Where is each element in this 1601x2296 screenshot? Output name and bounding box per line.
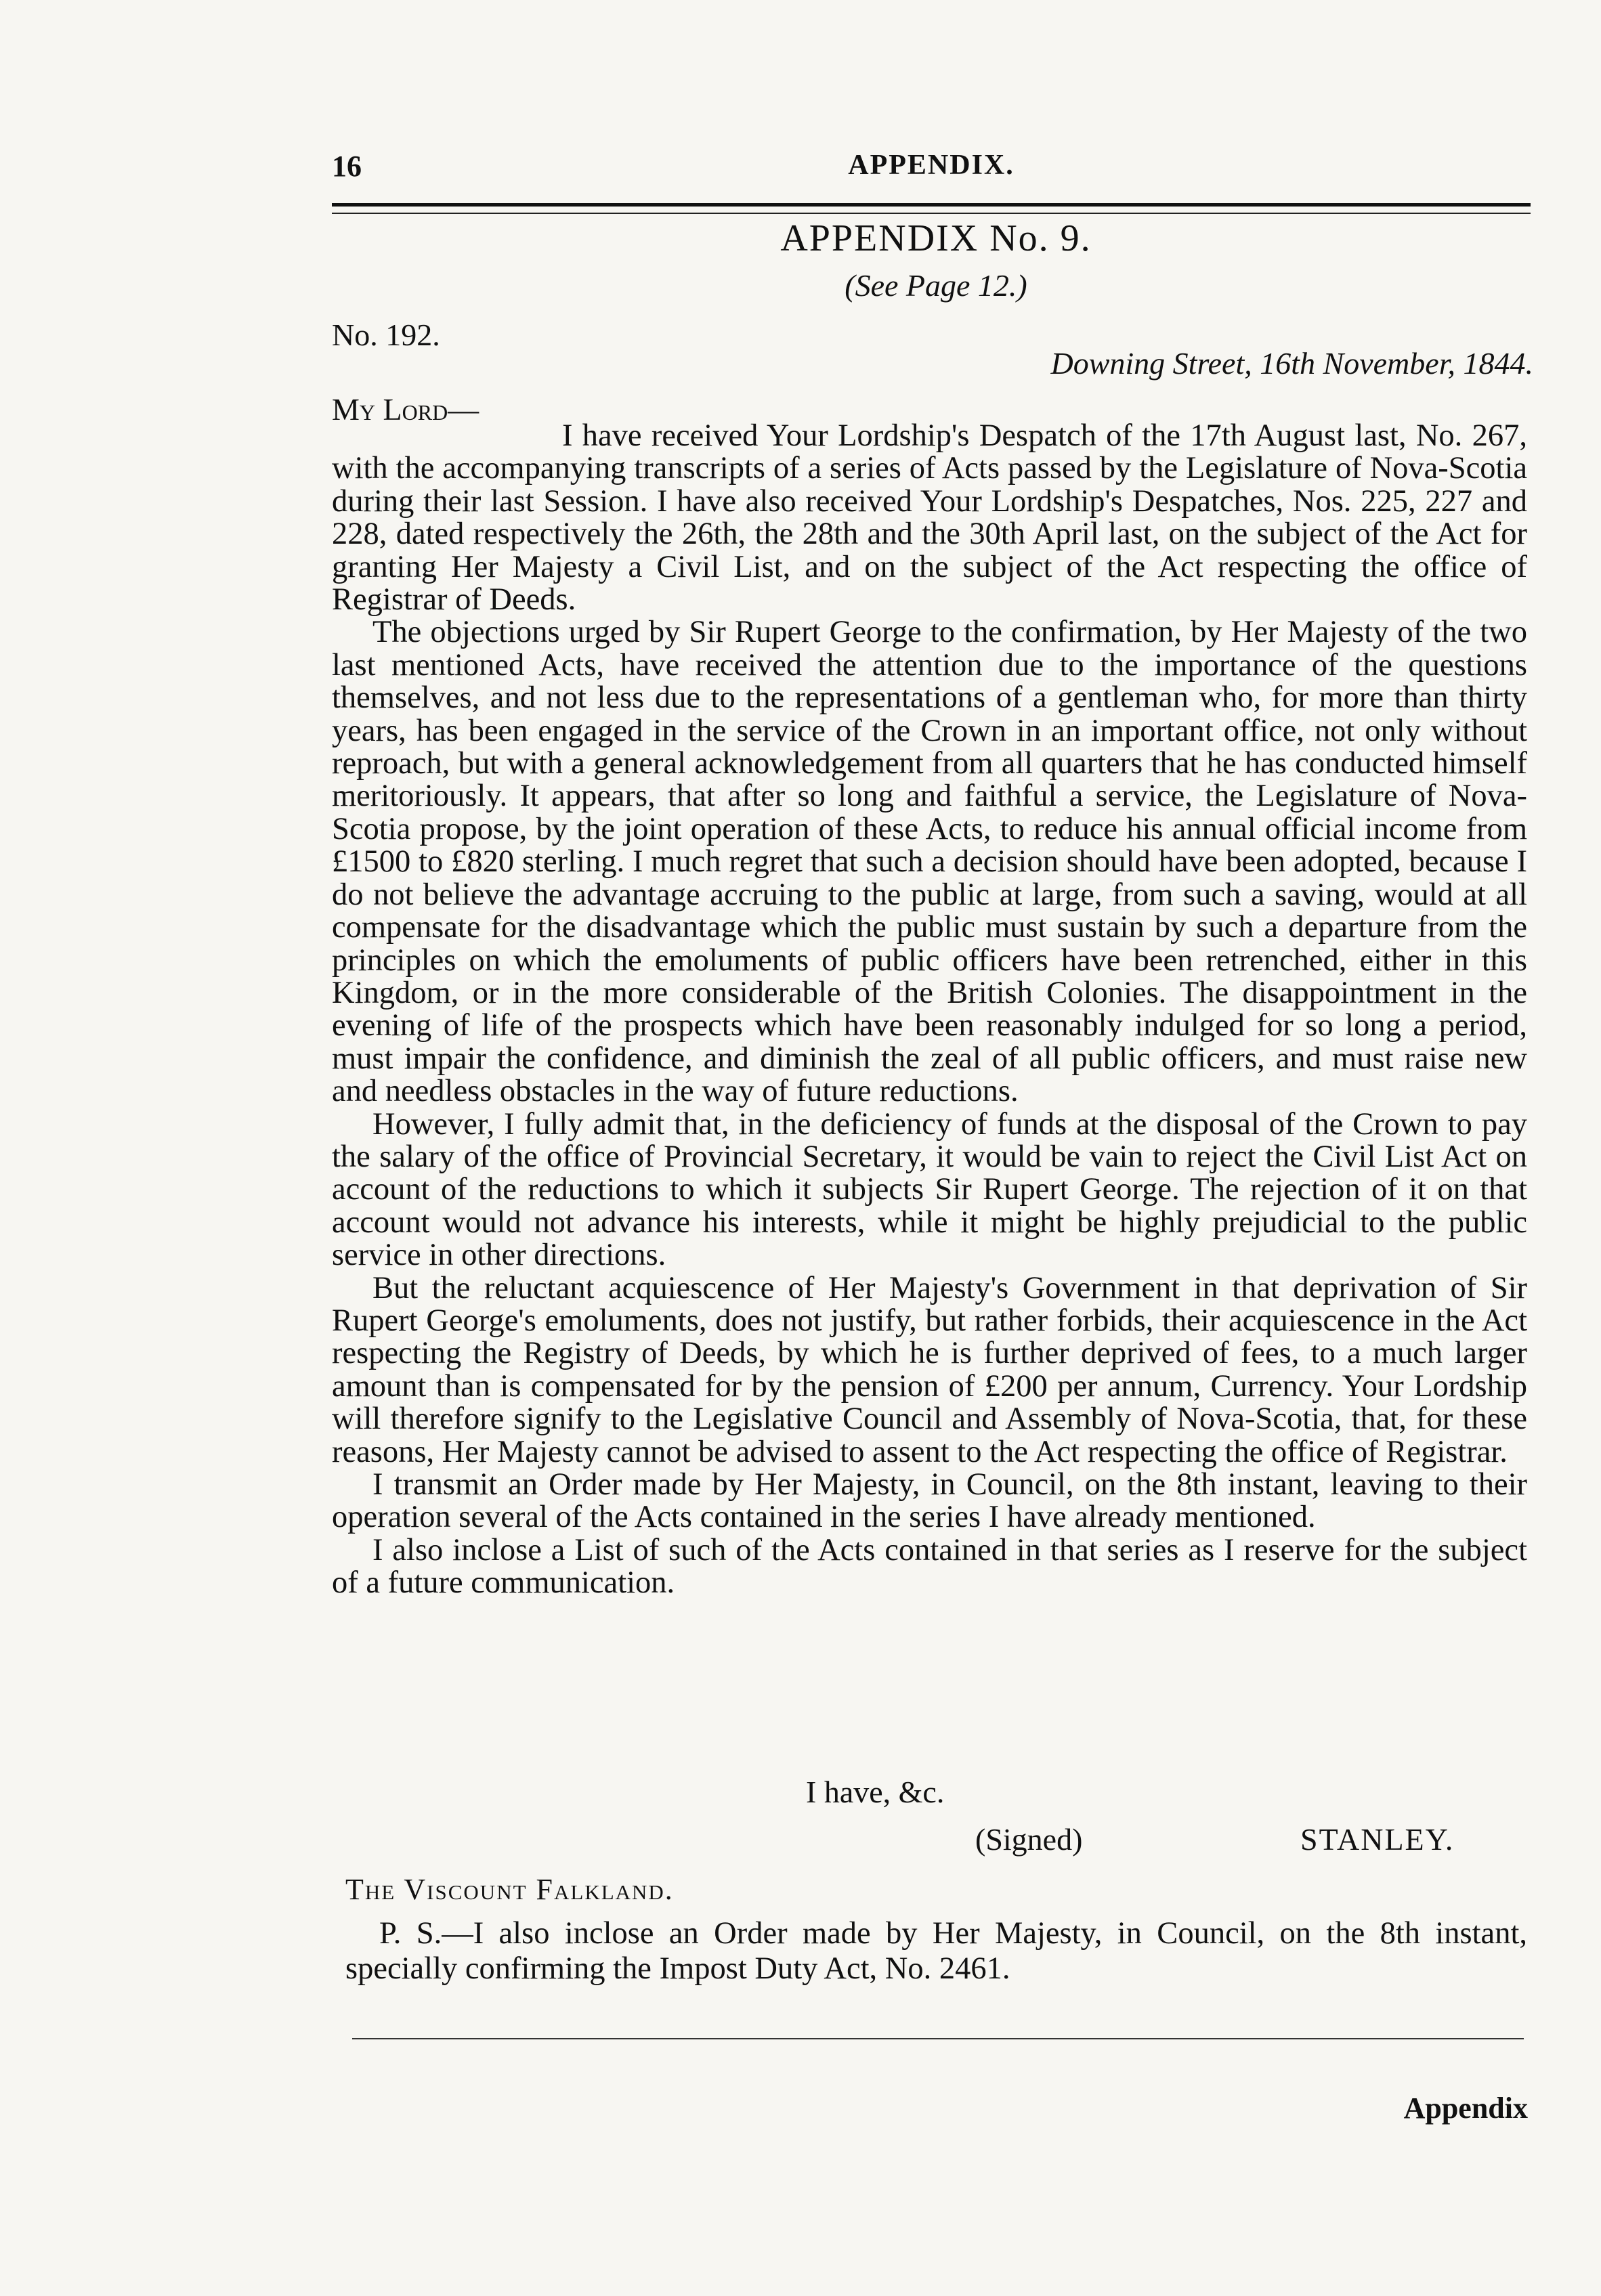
body-paragraph: The objections urged by Sir Rupert George to the confirmation, by Her Majesty of the two last mentioned Acts, have received the attention due to the importance of the questions themselves, and not less due to the representations of a gentleman who, for more than thirty years, has been engaged in the service of the Crown in an important office, not only without reproach, but with a general acknowledgement from all quarters that he has conducted himself meritoriously. It appears, that after so long and faithful a service, the Legislature of Nova-Scotia propose, by the joint operation of these Acts, to reduce his annual official income from £1500 to £820 sterling. I much regret that such a decision should have been adopted, because I do not believe the advantage accruing to the public at large, from such a saving, would at all compensate for the disadvantage which the public must sustain by such a departure from the principles on which the emoluments of public officers have been retrenched, either in this Kingdom, or in the more considerable of the British Colonies. The disappointment in the evening of life of the prospects which have been reasonably indulged for so long a period, must impair the confidence, and diminish the zeal of all public officers, and must raise new and needless obstacles in the way of future reductions. — [332, 615, 1527, 1109]
body-paragraph: I transmit an Order made by Her Majesty, in Council, on the 8th instant, leaving to their operation several of the Acts contained in the series I have already mentioned. — [332, 1467, 1527, 1535]
letter-body — [332, 420, 1527, 1600]
despatch-number: No. 192. — [332, 318, 440, 352]
closing: I have, &c. — [806, 1775, 945, 1809]
postscript — [345, 1916, 1527, 1987]
appendix-title: APPENDIX No. 9. — [780, 217, 1092, 259]
salutation: My Lord— — [332, 392, 479, 427]
page-number: 16 — [332, 150, 362, 183]
running-head: APPENDIX. — [848, 150, 1015, 181]
page-header — [332, 149, 1531, 196]
body-paragraph: I also inclose a List of such of the Acts contained in that series as I reserve for the subject of a future communication. — [332, 1532, 1527, 1601]
dateline: Downing Street, 16th November, 1844. — [1050, 346, 1533, 381]
signer-name: STANLEY. — [1300, 1822, 1455, 1857]
appendix-reference: (See Page 12.) — [845, 268, 1027, 303]
catchword: Appendix — [1403, 2092, 1528, 2125]
header-rule-thick — [332, 203, 1531, 207]
addressee: The Viscount Falkland. — [345, 1873, 674, 1906]
body-paragraph: I have received Your Lordship's Despatch of the 17th August last, No. 267, with the accompanying transcripts of a series of Acts passed by the Legislature of Nova-Scotia during their last Session. I have also received Your Lordship's Despatches, Nos. 225, 227 and 228, dated respectively the 26th, the 28th and the 30th April last, on the subject of the Act for granting Her Majesty a Civil List, and on the subject of the Act respecting the office of Registrar of Deeds. — [332, 418, 1527, 618]
postscript-text: P. S.—I also inclose an Order made by Her Majesty, in Council, on the 8th instant, specially confirming the Impost Duty Act, No. 2461. — [345, 1916, 1527, 1986]
footer-rule — [352, 2038, 1524, 2039]
body-paragraph: But the reluctant acquiescence of Her Majesty's Government in that deprivation of Sir Rupert George's emoluments, does not justify, but rather forbids, their acquiescence in the Act respecting the Registry of Deeds, by which he is further deprived of fees, to a much larger amount than is compensated for by the pension of £200 per annum, Currency. Your Lordship will therefore signify to the Legislative Council and Assembly of Nova-Scotia, that, for these reasons, Her Majesty cannot be advised to assent to the Act respecting the office of Registrar. — [332, 1270, 1527, 1469]
signed-label: (Signed) — [975, 1822, 1083, 1857]
header-rule-thin — [332, 213, 1531, 214]
body-paragraph: However, I fully admit that, in the deficiency of funds at the disposal of the Crown to pay the salary of the office of Provincial Secretary, it would be vain to reject the Civil List Act on account of the reductions to which it subjects Sir Rupert George. The rejection of it on that account would not advance his interests, while it might be highly prejudicial to the public service in other directions. — [332, 1106, 1527, 1273]
